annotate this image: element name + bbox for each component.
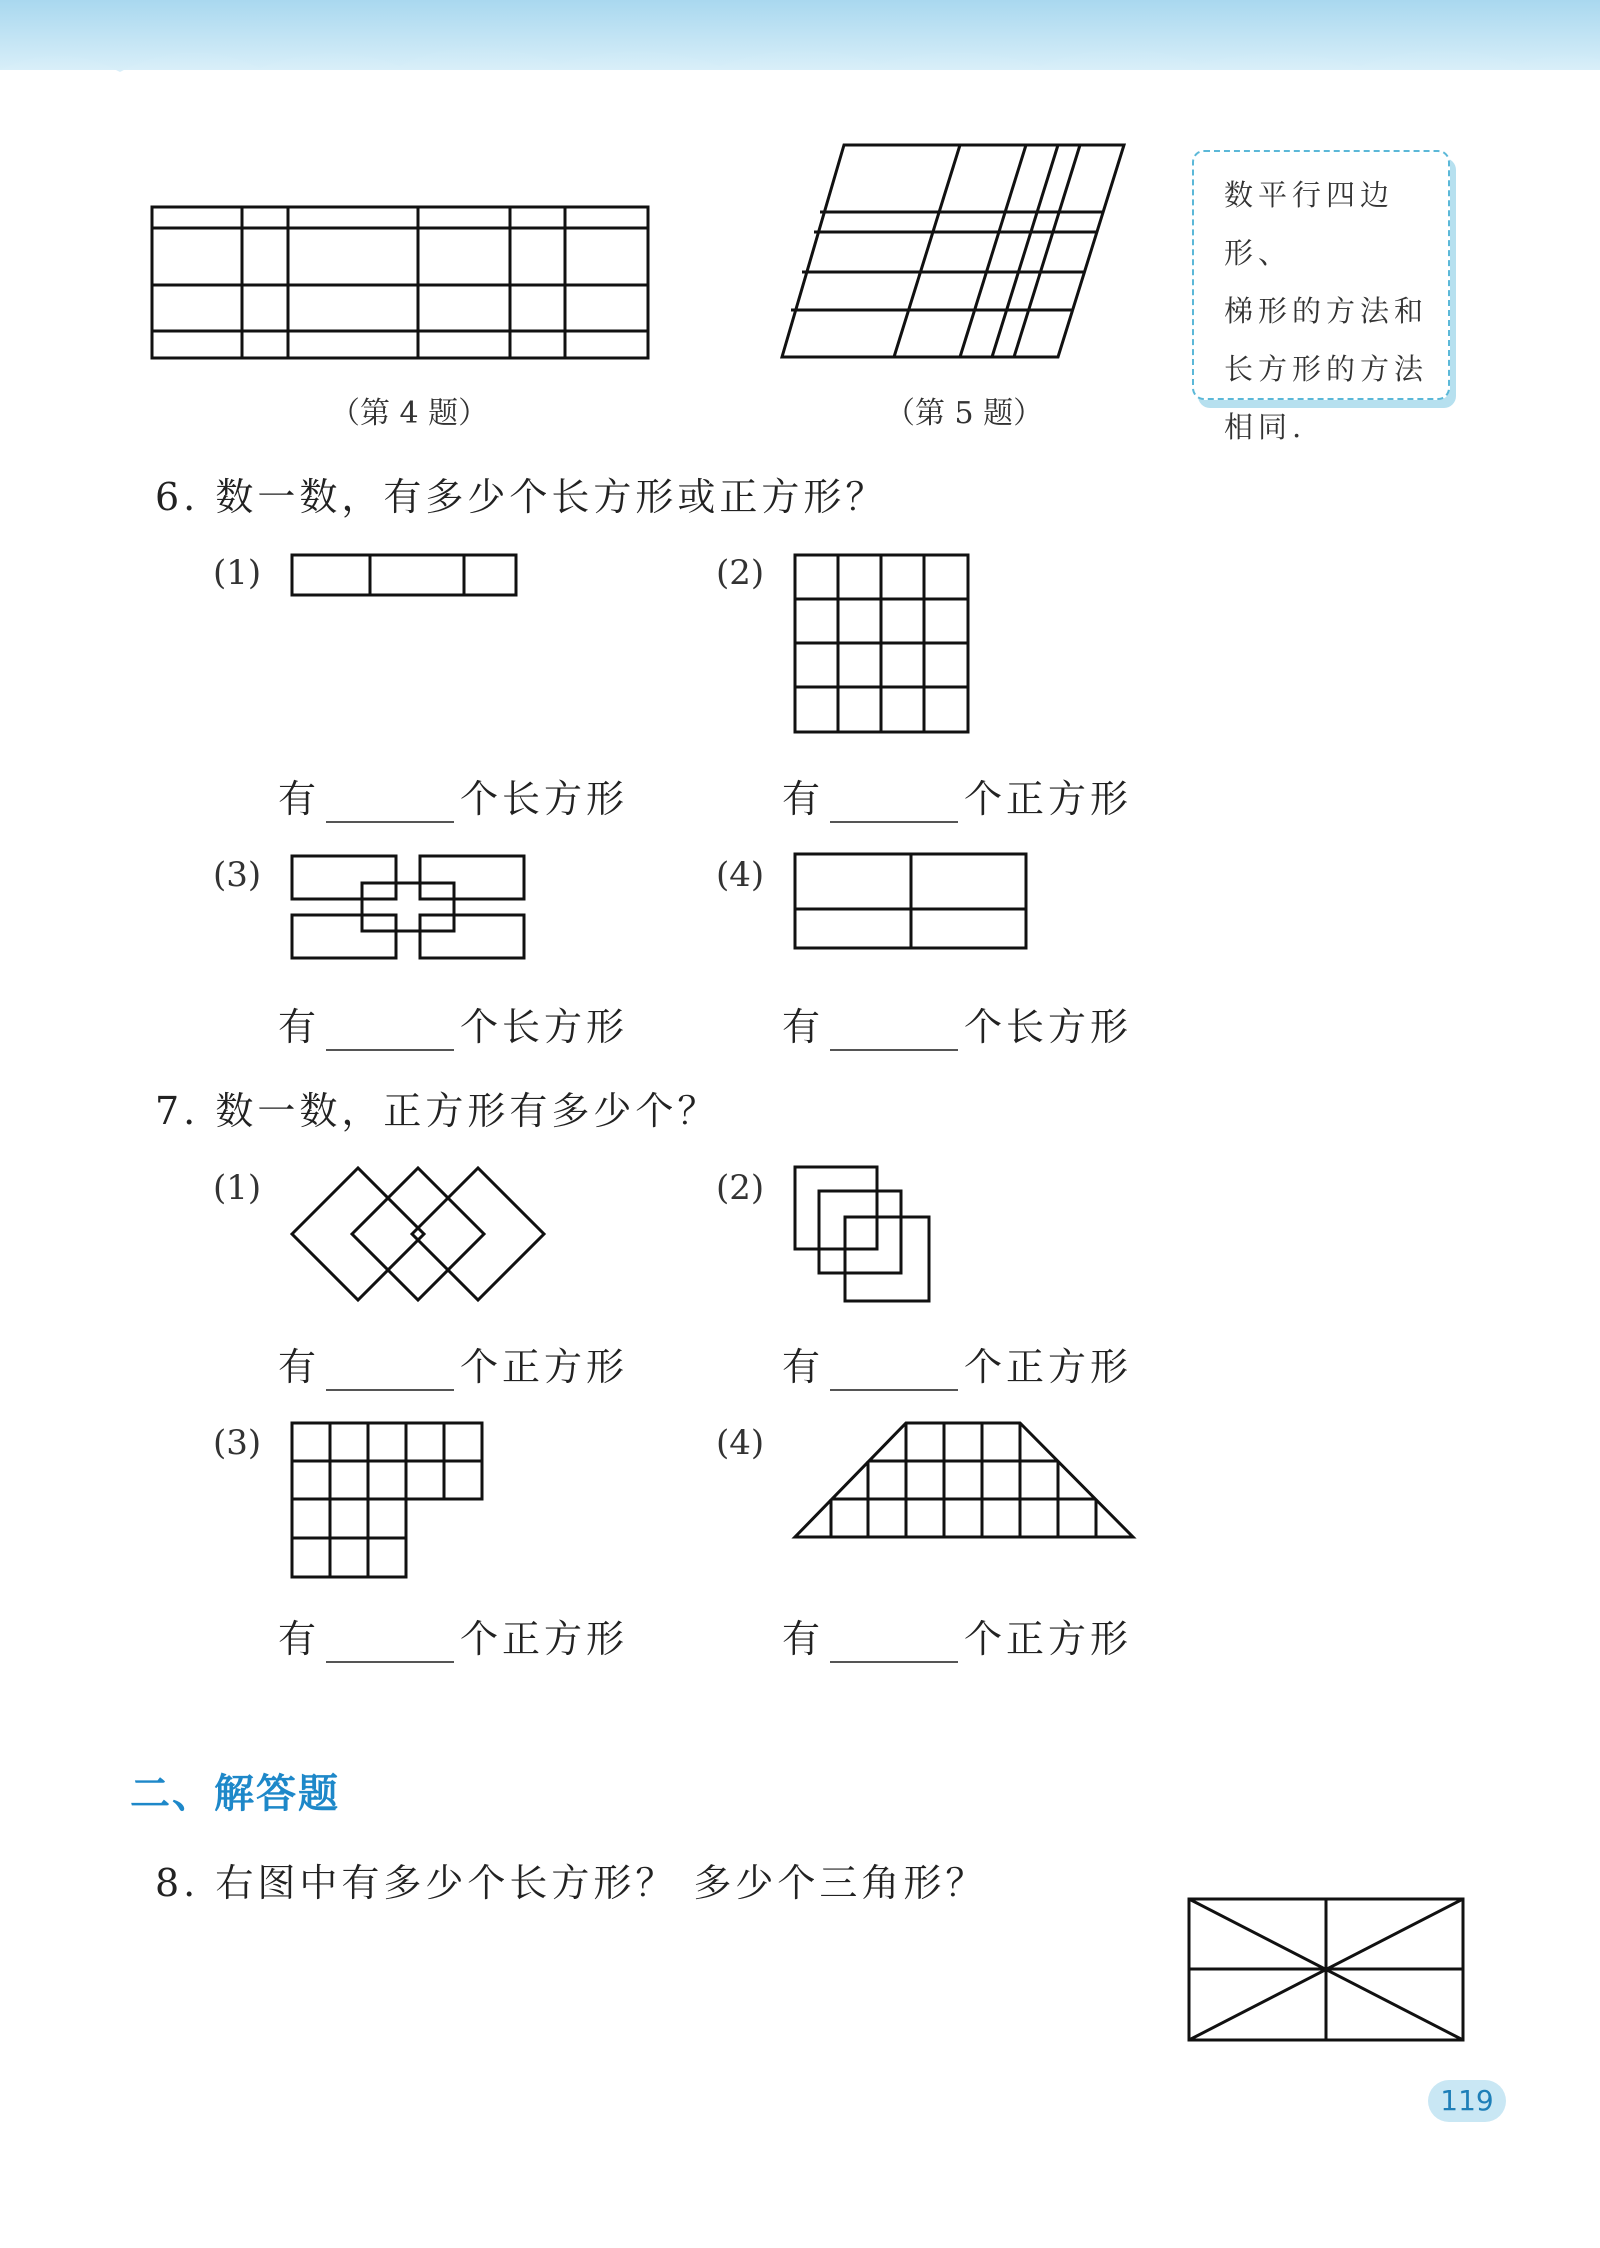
tip-line: 相同. [1224, 410, 1307, 444]
answer-suffix: 个长方形 [460, 1005, 629, 1049]
q6-2-answer [782, 768, 1132, 823]
header-decoration [0, 0, 1600, 130]
answer-prefix: 有 [278, 1345, 321, 1389]
tip-line: 梯形的方法和 [1224, 294, 1429, 328]
q7-1-answer [278, 1336, 628, 1391]
page-number: 119 [1428, 2080, 1506, 2122]
q7-4-answer [782, 1608, 1132, 1663]
q5-caption: （第 5 题） [885, 396, 1044, 431]
answer-suffix: 个正方形 [964, 1345, 1133, 1389]
answer-blank[interactable] [326, 1359, 454, 1391]
answer-prefix: 有 [782, 1617, 825, 1661]
q6-3-label: (3) [213, 855, 262, 895]
q7-2-answer [782, 1336, 1132, 1391]
tip-line: 数平行四边形、 [1224, 178, 1395, 270]
q6-1-figure [290, 553, 518, 597]
q4-caption: （第 4 题） [330, 396, 489, 431]
answer-prefix: 有 [278, 1005, 321, 1049]
q8-figure [1187, 1897, 1465, 2043]
q4-figure [150, 205, 650, 360]
answer-prefix: 有 [782, 1345, 825, 1389]
q7-1-figure [290, 1166, 548, 1302]
answer-blank[interactable] [830, 1631, 958, 1663]
answer-prefix: 有 [782, 777, 825, 821]
section-title: 二、解答题 [130, 1771, 340, 1817]
q6-1-answer [278, 768, 628, 823]
answer-suffix: 个正方形 [964, 777, 1133, 821]
answer-blank[interactable] [326, 1631, 454, 1663]
q7-3-answer [278, 1608, 628, 1663]
answer-blank[interactable] [830, 791, 958, 823]
answer-suffix: 个正方形 [460, 1617, 629, 1661]
answer-suffix: 个长方形 [964, 1005, 1133, 1049]
answer-suffix: 个长方形 [460, 777, 629, 821]
q7-4-figure [793, 1421, 1135, 1541]
q8-title: 8. 右图中有多少个长方形？ 多少个三角形？ [155, 1861, 988, 1905]
answer-prefix: 有 [278, 1617, 321, 1661]
answer-blank[interactable] [830, 1359, 958, 1391]
q7-3-label: (3) [213, 1423, 262, 1463]
q6-4-answer [782, 996, 1132, 1051]
tip-box [1192, 150, 1450, 444]
q6-3-figure [290, 853, 526, 961]
answer-blank[interactable] [326, 791, 454, 823]
q6-title: 6. 数一数，有多少个长方形或正方形？ [155, 475, 888, 519]
q7-3-figure [290, 1421, 484, 1579]
answer-blank[interactable] [830, 1019, 958, 1051]
q7-2-figure [793, 1165, 933, 1305]
q7-title: 7. 数一数，正方形有多少个？ [155, 1089, 720, 1133]
q7-2-label: (2) [716, 1168, 765, 1208]
answer-prefix: 有 [278, 777, 321, 821]
q6-2-label: (2) [716, 553, 765, 593]
q7-4-label: (4) [716, 1423, 765, 1463]
q6-1-label: (1) [213, 553, 262, 593]
q6-3-answer [278, 996, 628, 1051]
q6-4-figure [793, 852, 1028, 950]
q6-4-label: (4) [716, 855, 765, 895]
answer-prefix: 有 [782, 1005, 825, 1049]
q5-figure [780, 142, 1128, 360]
q7-1-label: (1) [213, 1168, 262, 1208]
tip-line: 长方形的方法 [1224, 352, 1429, 386]
answer-suffix: 个正方形 [460, 1345, 629, 1389]
answer-blank[interactable] [326, 1019, 454, 1051]
q6-2-figure [793, 553, 971, 735]
answer-suffix: 个正方形 [964, 1617, 1133, 1661]
